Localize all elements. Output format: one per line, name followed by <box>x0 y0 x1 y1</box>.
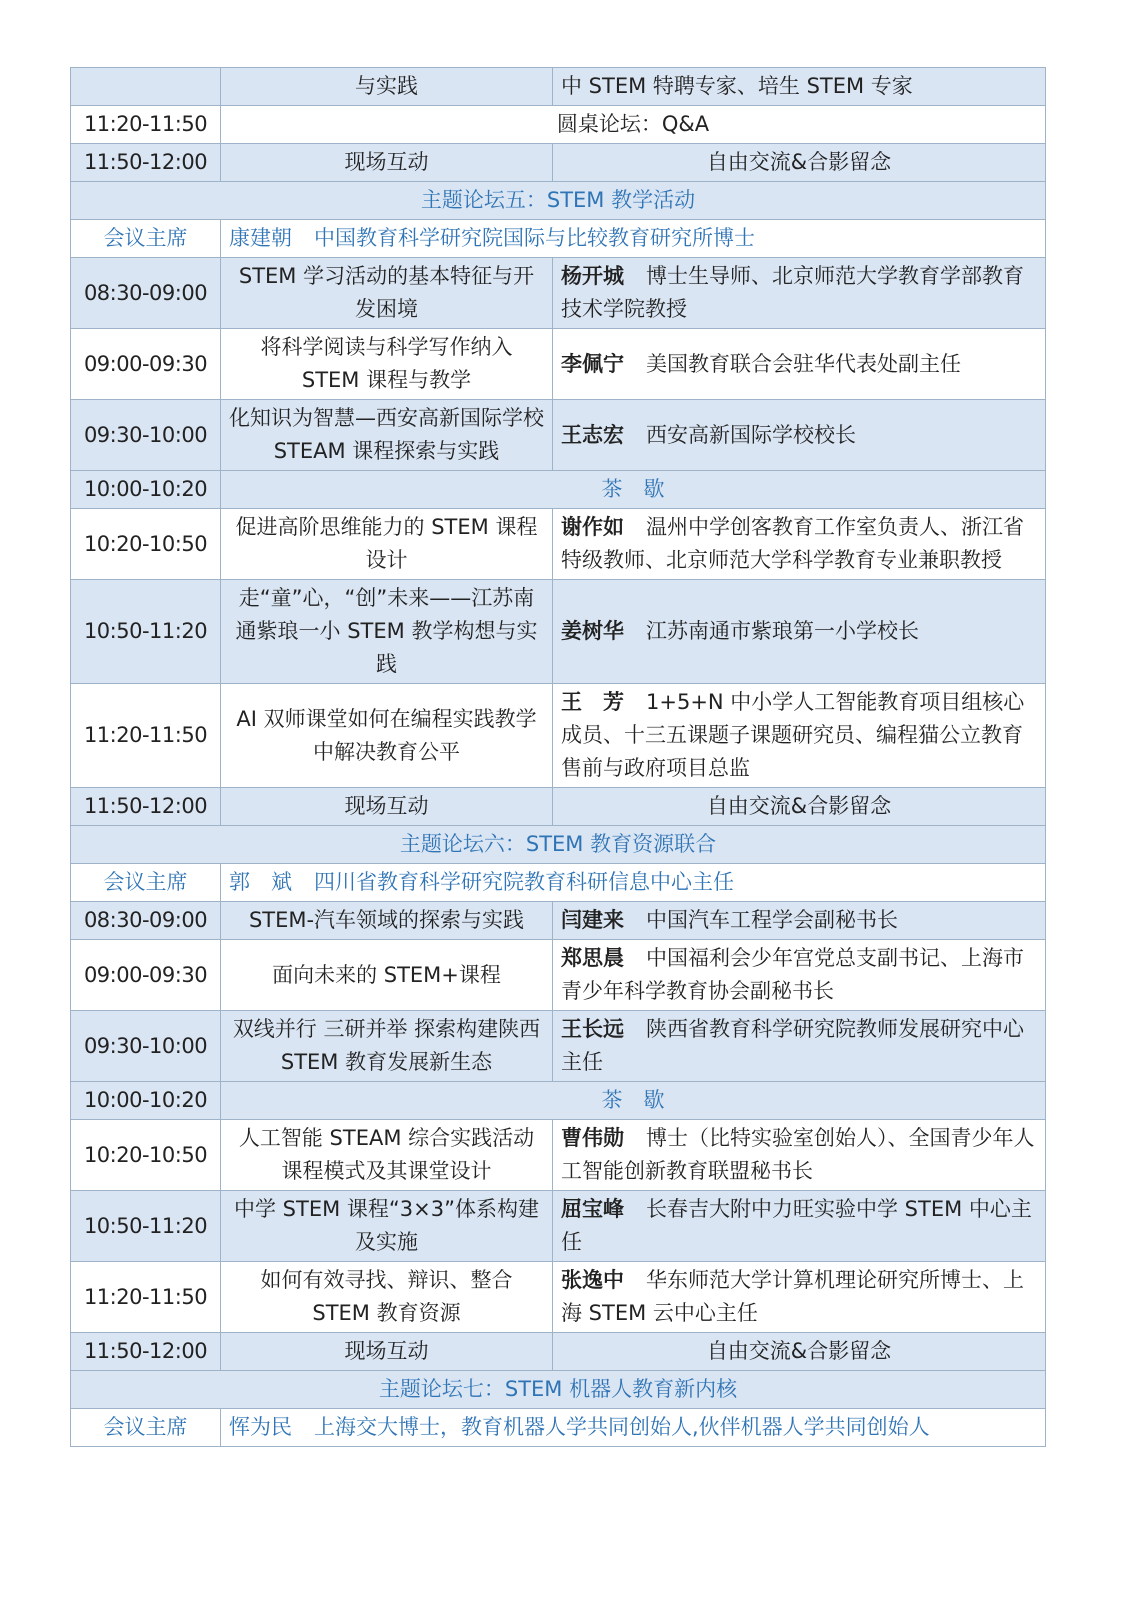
speaker-cell <box>553 1120 1046 1191</box>
host-row <box>71 1409 1046 1447</box>
table-row <box>71 106 1046 144</box>
time-cell: 09:30-10:00 <box>71 400 221 471</box>
speaker-name: 闫建来 <box>561 908 624 932</box>
speaker-cell <box>553 1191 1046 1262</box>
host-info <box>221 864 1046 902</box>
speaker-name: 姜树华 <box>561 619 624 643</box>
speaker-cell: 自由交流&合影留念 <box>553 144 1046 182</box>
table-row <box>71 580 1046 684</box>
speaker-cell <box>553 1262 1046 1333</box>
speaker-desc: 江苏南通市紫琅第一小学校长 <box>646 619 919 643</box>
time-cell: 09:00-09:30 <box>71 940 221 1011</box>
speaker-cell <box>553 684 1046 788</box>
speaker-desc: 1+5+N 中小学人工智能教育项目组核心成员、十三五课题子课题研究员、编程猫公立教育售前与政府项目总监 <box>561 690 1025 780</box>
speaker-desc: 华东师范大学计算机理论研究所博士、上海 STEM 云中心主任 <box>561 1268 1024 1325</box>
topic-cell: 如何有效寻找、辩识、整合 STEM 教育资源 <box>221 1262 553 1333</box>
table-row <box>71 1262 1046 1333</box>
topic-cell: 面向未来的 STEM+课程 <box>221 940 553 1011</box>
forum-title: 主题论坛七：STEM 机器人教育新内核 <box>71 1371 1046 1409</box>
speaker-name: 谢作如 <box>561 515 624 539</box>
speaker-cell: 自由交流&合影留念 <box>553 788 1046 826</box>
table-row <box>71 329 1046 400</box>
speaker-name: 杨开城 <box>561 264 624 288</box>
host-row <box>71 864 1046 902</box>
topic-cell: STEM 学习活动的基本特征与开发困境 <box>221 258 553 329</box>
host-desc: 上海交大博士，教育机器人学共同创始人,伙伴机器人学共同创始人 <box>314 1415 930 1439</box>
topic-cell: STEM-汽车领域的探索与实践 <box>221 902 553 940</box>
speaker-desc: 博士生导师、北京师范大学教育学部教育技术学院教授 <box>561 264 1024 321</box>
forum-title-row <box>71 182 1046 220</box>
speaker-name: 郑思晨 <box>561 946 624 970</box>
topic-cell: 现场互动 <box>221 1333 553 1371</box>
table-row <box>71 68 1046 106</box>
time-cell: 09:30-10:00 <box>71 1011 221 1082</box>
speaker-name: 王 芳 <box>561 690 624 714</box>
topic-cell: 化知识为智慧—西安高新国际学校 STEAM 课程探索与实践 <box>221 400 553 471</box>
time-cell: 11:50-12:00 <box>71 144 221 182</box>
time-cell: 10:00-10:20 <box>71 1082 221 1120</box>
speaker-cell <box>553 400 1046 471</box>
table-row <box>71 1011 1046 1082</box>
time-cell: 11:20-11:50 <box>71 1262 221 1333</box>
speaker-desc: 长春吉大附中力旺实验中学 STEM 中心主任 <box>561 1197 1032 1254</box>
host-label: 会议主席 <box>71 1409 221 1447</box>
roundtable-cell: 圆桌论坛：Q&A <box>221 106 1046 144</box>
topic-cell: 人工智能 STEAM 综合实践活动课程模式及其课堂设计 <box>221 1120 553 1191</box>
host-info <box>221 1409 1046 1447</box>
host-name: 康建朝 <box>229 226 292 250</box>
forum-title: 主题论坛五：STEM 教学活动 <box>71 182 1046 220</box>
host-name: 郭 斌 <box>229 870 292 894</box>
topic-cell: 走“童”心，“创”未来——江苏南通紫琅一小 STEM 教学构想与实践 <box>221 580 553 684</box>
agenda-table <box>70 67 1046 1447</box>
table-row <box>71 144 1046 182</box>
time-cell: 08:30-09:00 <box>71 902 221 940</box>
topic-cell: 将科学阅读与科学写作纳入 STEM 课程与教学 <box>221 329 553 400</box>
speaker-name: 曹伟勋 <box>561 1126 624 1150</box>
break-row <box>71 1082 1046 1120</box>
speaker-cell <box>553 329 1046 400</box>
break-label: 茶 歇 <box>221 1082 1046 1120</box>
host-info <box>221 220 1046 258</box>
break-row <box>71 471 1046 509</box>
time-cell: 10:20-10:50 <box>71 1120 221 1191</box>
time-cell: 09:00-09:30 <box>71 329 221 400</box>
table-row <box>71 1120 1046 1191</box>
time-cell: 10:50-11:20 <box>71 1191 221 1262</box>
speaker-desc: 中国汽车工程学会副秘书长 <box>646 908 898 932</box>
speaker-cell <box>553 258 1046 329</box>
host-label: 会议主席 <box>71 220 221 258</box>
break-label: 茶 歇 <box>221 471 1046 509</box>
speaker-name: 王长远 <box>561 1017 624 1041</box>
topic-cell: 现场互动 <box>221 788 553 826</box>
time-cell: 11:50-12:00 <box>71 788 221 826</box>
speaker-cell <box>553 580 1046 684</box>
time-cell: 10:50-11:20 <box>71 580 221 684</box>
table-row <box>71 684 1046 788</box>
topic-cell: AI 双师课堂如何在编程实践教学中解决教育公平 <box>221 684 553 788</box>
topic-cell: 中学 STEM 课程“3×3”体系构建及实施 <box>221 1191 553 1262</box>
forum-title-row <box>71 826 1046 864</box>
table-row <box>71 902 1046 940</box>
speaker-name: 张逸中 <box>561 1268 624 1292</box>
time-cell: 10:20-10:50 <box>71 509 221 580</box>
speaker-cell: 自由交流&合影留念 <box>553 1333 1046 1371</box>
speaker-cell <box>553 509 1046 580</box>
speaker-desc: 温州中学创客教育工作室负责人、浙江省特级教师、北京师范大学科学教育专业兼职教授 <box>561 515 1024 572</box>
table-row <box>71 1333 1046 1371</box>
speaker-desc: 中国福利会少年宫党总支副书记、上海市青少年科学教育协会副秘书长 <box>561 946 1024 1003</box>
speaker-desc: 西安高新国际学校校长 <box>646 422 856 447</box>
speaker-cell <box>553 940 1046 1011</box>
host-label: 会议主席 <box>71 864 221 902</box>
table-row <box>71 788 1046 826</box>
time-cell: 11:20-11:50 <box>71 684 221 788</box>
speaker-name: 屈宝峰 <box>561 1197 624 1221</box>
host-name: 恽为民 <box>229 1415 292 1439</box>
speaker-name: 李佩宁 <box>561 351 624 376</box>
host-desc: 中国教育科学研究院国际与比较教育研究所博士 <box>314 226 755 250</box>
table-row <box>71 258 1046 329</box>
speaker-desc: 美国教育联合会驻华代表处副主任 <box>646 351 961 376</box>
topic-cell: 促进高阶思维能力的 STEM 课程设计 <box>221 509 553 580</box>
topic-cell: 双线并行 三研并举 探索构建陕西 STEM 教育发展新生态 <box>221 1011 553 1082</box>
speaker-cell <box>553 1011 1046 1082</box>
forum-title-row <box>71 1371 1046 1409</box>
table-row <box>71 400 1046 471</box>
time-cell: 11:20-11:50 <box>71 106 221 144</box>
topic-cell: 现场互动 <box>221 144 553 182</box>
time-cell: 10:00-10:20 <box>71 471 221 509</box>
speaker-desc: 陕西省教育科学研究院教师发展研究中心主任 <box>561 1017 1024 1074</box>
speaker-cell <box>553 902 1046 940</box>
host-row <box>71 220 1046 258</box>
forum-title: 主题论坛六：STEM 教育资源联合 <box>71 826 1046 864</box>
table-row <box>71 1191 1046 1262</box>
table-row <box>71 940 1046 1011</box>
time-cell <box>71 68 221 106</box>
speaker-desc: 博士（比特实验室创始人）、全国青少年人工智能创新教育联盟秘书长 <box>561 1126 1035 1183</box>
time-cell: 11:50-12:00 <box>71 1333 221 1371</box>
time-cell: 08:30-09:00 <box>71 258 221 329</box>
speaker-cell: 中 STEM 特聘专家、培生 STEM 专家 <box>553 68 1046 106</box>
topic-cell: 与实践 <box>221 68 553 106</box>
table-row <box>71 509 1046 580</box>
speaker-name: 王志宏 <box>561 422 624 447</box>
host-desc: 四川省教育科学研究院教育科研信息中心主任 <box>314 870 734 894</box>
